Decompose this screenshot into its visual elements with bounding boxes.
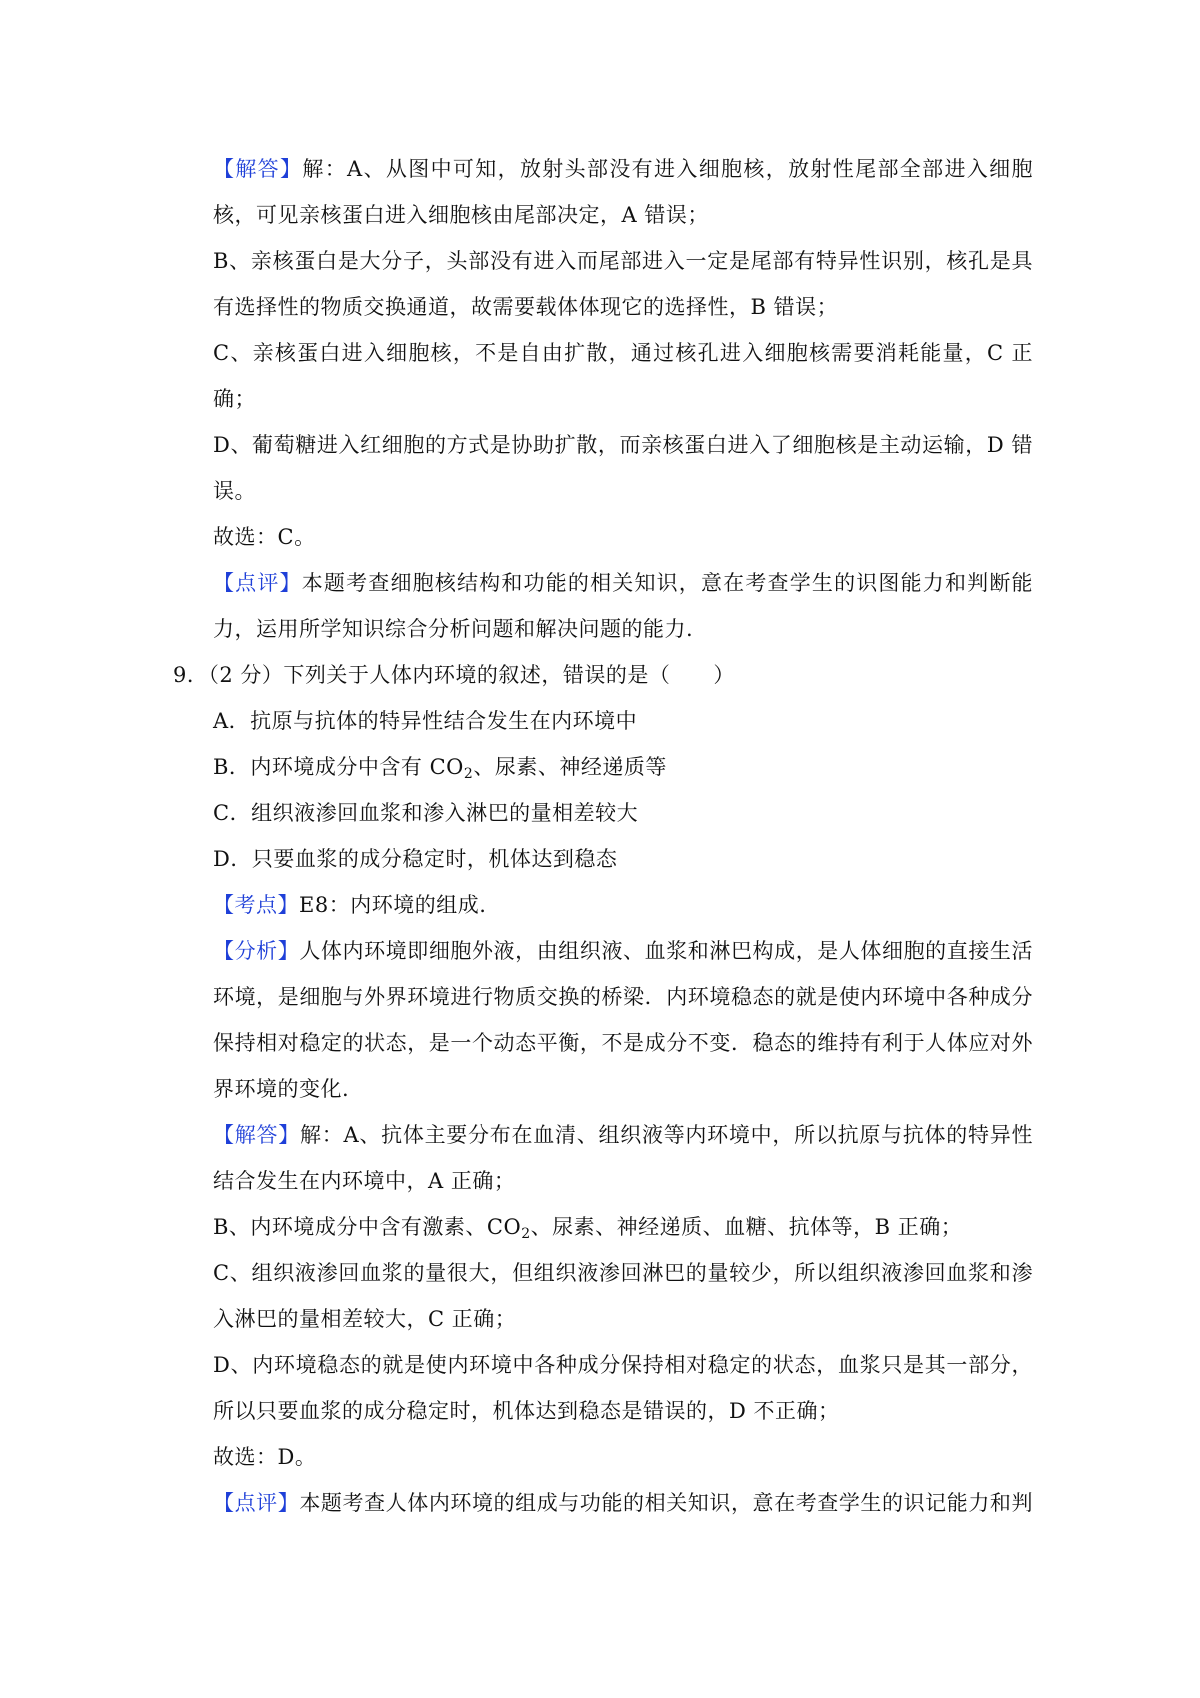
q8-comment-line-2: 力，运用所学知识综合分析问题和解决问题的能力. [213,617,694,641]
q9-option-d: D．只要血浆的成分稳定时，机体达到稳态 [213,847,618,871]
comment-tag: 【点评】 [213,1491,300,1515]
q9-answer-line-2: 结合发生在内环境中，A 正确； [213,1169,516,1193]
q9-analysis-line-2: 环境，是细胞与外界环境进行物质交换的桥梁．内环境稳态的就是使内环境中各种成分 [213,985,1033,1009]
q9-answer-line-1: 【解答】解：A、抗体主要分布在血清、组织液等内环境中，所以抗原与抗体的特异性 [213,1123,1034,1147]
q9-comment-line-1: 【点评】本题考查人体内环境的组成与功能的相关知识，意在考查学生的识记能力和判 [213,1491,1034,1515]
q8-answer-line-3: B、亲核蛋白是大分子，头部没有进入而尾部进入一定是尾部有特异性识别，核孔是具 [213,249,1033,273]
answer-tag: 【解答】 [213,1123,300,1147]
q9-stem: 9．（2 分）下列关于人体内环境的叙述，错误的是（ ） [173,663,735,687]
q8-answer-line-5: C、亲核蛋白进入细胞核，不是自由扩散，通过核孔进入细胞核需要消耗能量，C 正 [213,341,1033,365]
point-tag: 【考点】 [213,893,299,917]
q8-answer-line-1: 【解答】解：A、从图中可知，放射头部没有进入细胞核，放射性尾部全部进入细胞 [213,157,1033,181]
q8-answer-line-7: D、葡萄糖进入红细胞的方式是协助扩散，而亲核蛋白进入了细胞核是主动运输，D 错 [213,433,1033,457]
q9-analysis-line-1: 【分析】人体内环境即细胞外液，由组织液、血浆和淋巴构成，是人体细胞的直接生活 [213,939,1034,963]
q9-answer-line-3: B、内环境成分中含有激素、$CO_2$、尿素、神经递质、血糖、抗体等，B 正确； [213,1215,963,1242]
q8-answer-line-6: 确； [213,387,256,411]
q9-answer-choice: 故选：D。 [213,1445,317,1469]
q9-answer-line-7: 所以只要血浆的成分稳定时，机体达到稳态是错误的，D 不正确； [213,1399,840,1423]
q9-point: 【考点】E8：内环境的组成. [213,893,487,917]
q9-answer-line-6: D、内环境稳态的就是使内环境中各种成分保持相对稳定的状态，血浆只是其一部分， [213,1353,1033,1377]
comment-tag: 【点评】 [213,571,302,595]
q9-analysis-line-3: 保持相对稳定的状态，是一个动态平衡，不是成分不变．稳态的维持有利于人体应对外 [213,1031,1033,1055]
q9-option-c: C．组织液渗回血浆和渗入淋巴的量相差较大 [213,801,639,825]
q9-answer-line-4: C、组织液渗回血浆的量很大，但组织液渗回淋巴的量较少，所以组织液渗回血浆和渗 [213,1261,1033,1285]
q9-option-a: A．抗原与抗体的特异性结合发生在内环境中 [213,709,638,733]
analysis-tag: 【分析】 [213,939,300,963]
q9-option-b: B．内环境成分中含有 $CO_2$、尿素、神经递质等 [213,755,667,782]
answer-tag: 【解答】 [213,157,303,181]
q8-answer-line-4: 有选择性的物质交换通道，故需要载体体现它的选择性，B 错误； [213,295,839,319]
q8-answer-line-2: 核，可见亲核蛋白进入细胞核由尾部决定，A 错误； [213,203,709,227]
q8-answer-line-8: 误。 [213,479,256,503]
q8-answer-choice: 故选：C。 [213,525,316,549]
q8-comment-line-1: 【点评】本题考查细胞核结构和功能的相关知识，意在考查学生的识图能力和判断能 [213,571,1034,595]
q9-answer-line-5: 入淋巴的量相差较大，C 正确； [213,1307,517,1331]
q9-analysis-line-4: 界环境的变化. [213,1077,350,1101]
